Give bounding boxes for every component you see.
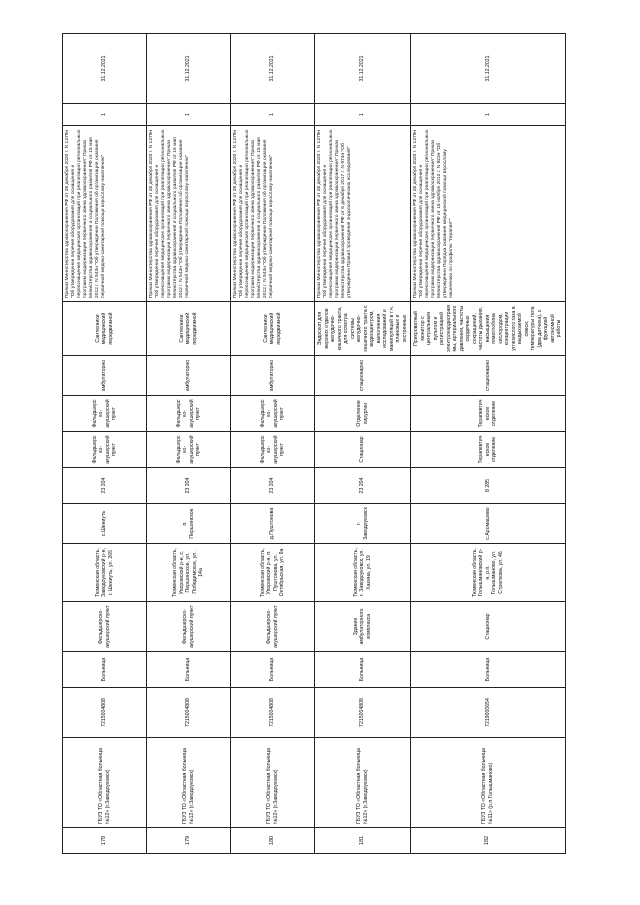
code: 23 204 [315, 468, 411, 504]
table-row [231, 34, 315, 854]
code: 23 204 [63, 468, 147, 504]
address: Тюменская область, Заводоуковский р-н, г. Шениуть, ул. 265 [63, 544, 147, 602]
legal-basis: Приказ Министерства здравоохранения РФ от 28 декабря 2020 г. N 1379н "Об утверждении перечня оборудования для оснащения и переоснащения медицинских организаций при реализации региональных программ модернизации первичного звена здравоохранения" Приказ Министерства здравоохранения и социального развития РФ от 15 мая 2012 г. N 543н "Об утверждении Положения об организации оказания первичной медико-санитарной помощи взрослому населению" [147, 126, 231, 302]
equipment-mode: амбулаторно [231, 356, 315, 396]
code: 8 285 [411, 468, 566, 504]
facility-subtype: Фельдшерско-акушерский пункт [231, 396, 315, 432]
inn-code: 7215004808 [315, 688, 411, 738]
organization-type: Больница [147, 652, 231, 688]
deadline-date: 31.12.2021 [63, 34, 147, 104]
equipment-name: Сантехники медицинский передвижной [63, 302, 147, 356]
quantity: 1 [63, 104, 147, 126]
organization-type: Больница [231, 652, 315, 688]
settlement: п. Першинское [147, 504, 231, 544]
row-number: 181 [315, 828, 411, 854]
facility-subtype: Терапевтическое отделение [411, 396, 566, 432]
structural-unit: Фельдшерско-акушерский пункт [147, 602, 231, 652]
organization-type: Больница [63, 652, 147, 688]
equipment-name: Эндоскоп для верхних отделов желудочно-кишечного тракта, для осмотра системы желудочно-кишечного тракта с видеоцентром, выполнения исследований и манипуляций в т.ч. плановых и экстренных [315, 302, 411, 356]
table-row [147, 34, 231, 854]
facility-type: Фельдшерско-акушерский пункт [147, 432, 231, 468]
equipment-mode: стационарно [411, 356, 566, 396]
address: Тюменская область, Упоровский р-н, п. Пуштонова, ул. Октябрьская, ул. 9а [231, 544, 315, 602]
facility-subtype: Фельдшерско-акушерский пункт [147, 396, 231, 432]
deadline-date: 31.12.2021 [315, 34, 411, 104]
rotated-table-wrapper [62, 34, 562, 854]
quantity: 1 [315, 104, 411, 126]
deadline-date: 31.12.2021 [231, 34, 315, 104]
equipment-mode: амбулаторно [63, 356, 147, 396]
address: Тюменская область, Упоровский р-н, с. Першинское, ул. Победимское, ул. 14а [147, 544, 231, 602]
quantity: 1 [231, 104, 315, 126]
equipment-mode: стационарно [315, 356, 411, 396]
deadline-date: 31.12.2021 [411, 34, 566, 104]
row-number: 179 [147, 828, 231, 854]
organization-name: ГБУЗ ТО «Областная больница №12» (г.Заводоуковск) [231, 738, 315, 828]
legal-basis: Приказ Министерства здравоохранения РФ от 28 декабря 2020 г. N 1379н "Об утверждении перечня оборудования для оснащения и переоснащения медицинских организаций при реализации региональных программ модернизации первичного звена здравоохранения" Приказ Министерства здравоохранения и социального развития РФ от 15 мая 2012 г. N 543н "Об утверждении Положения об организации оказания первичной медико-санитарной помощи взрослому населению" [63, 126, 147, 302]
structural-unit: Стационар [411, 602, 566, 652]
settlement: с.Шениуть [63, 504, 147, 544]
structural-unit: Здание амбулаторного комплекса [315, 602, 411, 652]
facility-type: Стационар [315, 432, 411, 468]
inn-code: 7215004808 [231, 688, 315, 738]
facility-type: Терапевтическое отделение [411, 432, 566, 468]
settlement: д.Пуштонова [231, 504, 315, 544]
facility-subtype: Фельдшерско-акушерский пункт [63, 396, 147, 432]
equipment-mode: амбулаторно [147, 356, 231, 396]
quantity: 1 [147, 104, 231, 126]
equipment-name: Сантехники медицинский передвижной [147, 302, 231, 356]
inn-code: 7215004808 [147, 688, 231, 738]
address: Тюменская область, Голышмановский р-н, р.п. Голышманово, ул. Стрелкова, ул. 46 [411, 544, 566, 602]
row-number: 180 [231, 828, 315, 854]
organization-name: ГБУЗ ТО «Областная больница №12» (г.Заводоуковск) [315, 738, 411, 828]
address: Тюменская область, г. Заводоуковск, ул. Хахина, ул. 19 [315, 544, 411, 602]
facility-subtype: Отделение хирургии [315, 396, 411, 432]
quantity: 1 [411, 104, 566, 126]
table-row [315, 34, 411, 854]
row-number: 178 [63, 828, 147, 854]
code: 23 204 [147, 468, 231, 504]
row-number: 182 [411, 828, 566, 854]
legal-basis: Приказ Министерства здравоохранения РФ от 28 декабря 2020 г. N 1379н "Об утверждении перечня оборудования для оснащения и переоснащения медицинских организаций при реализации региональных программ модернизации первичного звена здравоохранения" Приказ Министерства здравоохранения и социального развития РФ от 15 мая 2012 г. N 543н "Об утверждении Положения об организации оказания первичной медико-санитарной помощи взрослому населению" [231, 126, 315, 302]
organization-type: Больница [411, 652, 566, 688]
deadline-date: 31.12.2021 [147, 34, 231, 104]
legal-basis: Приказ Министерства здравоохранения РФ от 28 декабря 2020 г. N 1379н "Об утверждении перечня оборудования для оснащения и переоснащения медицинских организаций при реализации региональных программ модернизации первичного звена здравоохранения" Приказ Министерства здравоохранения РФ от 6 декабря 2017 г. N 974н "Об утверждении Правил проведения эндоскопических исследований" [315, 126, 411, 302]
equipment-name: Сантехники медицинский передвижной [231, 302, 315, 356]
facility-type: Фельдшерско-акушерский пункт [63, 432, 147, 468]
table-row [411, 34, 566, 854]
equipment-table [62, 33, 566, 854]
inn-code: 7219000654 [411, 688, 566, 738]
structural-unit: Фельдшерско-акушерский пункт [63, 602, 147, 652]
equipment-name: Прикроватный монитор с центральным пультом и регистрацией электрокардиограммы, артериального давления, частоты сердечных сокращений, частоты дыхания, насыщения гемоглобина кислородом, концентрации углекислого газа в выдыхаемой смеси, температуры тела (два датчика), с функцией автономной работы [411, 302, 566, 356]
inn-code: 7215004808 [63, 688, 147, 738]
settlement: г. Заводоуковск [315, 504, 411, 544]
table-row [63, 34, 147, 854]
facility-type: Фельдшерско-акушерский пункт [231, 432, 315, 468]
organization-name: ГБУЗ ТО «Областная больница №12» (г.Заводоуковск) [63, 738, 147, 828]
organization-name: ГБУЗ ТО «Областная больница №11» (р.п.Голышманово) [411, 738, 566, 828]
organization-name: ГБУЗ ТО «Областная больница №12» (г.Заводоуковск) [147, 738, 231, 828]
structural-unit: Фельдшерско-акушерский пункт [231, 602, 315, 652]
code: 23 204 [231, 468, 315, 504]
legal-basis: Приказ Министерства здравоохранения РФ от 28 декабря 2020 г. N 1379н "Об утверждении перечня оборудования для оснащения и переоснащения медицинских организаций при реализации региональных программ модернизации первичного звена здравоохранения" Приказ Министерства здравоохранения РФ от 15 ноября 2012 г. N 923н "Об утверждении Порядка оказания медицинской помощи взрослому населению по профилю "терапия"" [411, 126, 566, 302]
settlement: с.Аромашево [411, 504, 566, 544]
organization-type: Больница [315, 652, 411, 688]
